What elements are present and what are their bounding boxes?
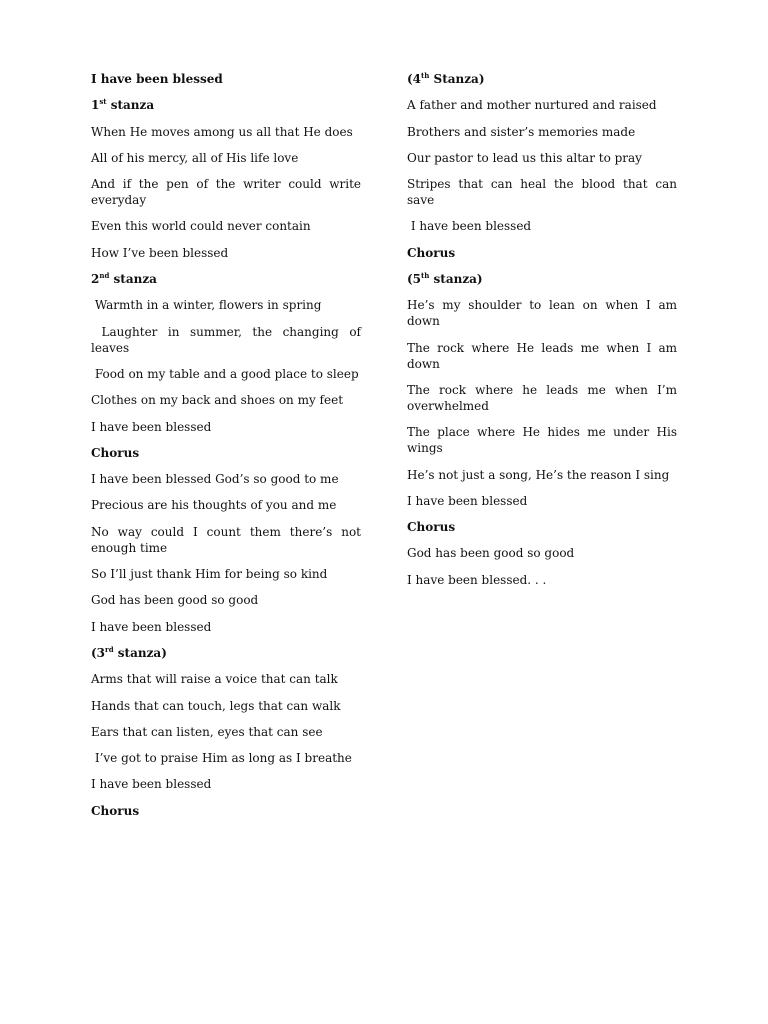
line-text: (3 — [91, 645, 106, 660]
lyric-line — [91, 218, 361, 234]
section-heading — [91, 97, 361, 113]
heading-suffix: stanza — [106, 98, 155, 113]
line-text: Ears that can listen, eyes that can see — [91, 724, 323, 739]
right-column — [407, 71, 681, 598]
lyric-line — [91, 619, 361, 635]
line-text: Arms that will raise a voice that can talk — [91, 672, 338, 687]
lyric-line — [91, 366, 361, 382]
line-text: Brothers and sister’s memories made — [407, 124, 636, 139]
section-heading — [91, 445, 361, 461]
lyric-line — [91, 671, 361, 687]
line-text: Hands that can touch, legs that can walk — [91, 698, 341, 713]
line-text: Warmth in a winter, flowers in spring — [91, 298, 322, 313]
line-text: He’s not just a song, He’s the reason I sing — [407, 467, 670, 482]
line-text: All of his mercy, all of His life love — [91, 150, 299, 165]
lyric-line — [91, 566, 361, 582]
lyric-line — [91, 176, 365, 208]
lyric-line — [407, 218, 677, 234]
line-text: When He moves among us all that He does — [91, 124, 353, 139]
line-text: Laughter in summer, the changing of leaves — [91, 324, 365, 355]
line-text: Chorus — [91, 445, 140, 460]
ordinal-suffix: rd — [105, 644, 114, 654]
lyric-line — [91, 245, 361, 261]
line-text: I’ve got to praise Him as long as I breathe — [91, 751, 352, 766]
lyric-line — [407, 467, 677, 483]
left-column — [91, 71, 365, 829]
heading-suffix: stanza — [109, 272, 157, 287]
heading-suffix: stanza) — [429, 272, 483, 287]
lyric-line — [407, 297, 681, 329]
line-text: Our pastor to lead us this altar to pray — [407, 150, 642, 165]
line-text: I have been blessed God’s so good to me — [91, 472, 339, 487]
line-text: A father and mother nurtured and raised — [407, 98, 657, 113]
line-text: I have been blessed — [407, 219, 532, 234]
line-text: He’s my shoulder to lean on when I am down — [407, 298, 681, 329]
ordinal-suffix: nd — [99, 271, 110, 281]
section-heading — [91, 71, 361, 87]
lyric-line — [91, 724, 361, 740]
line-text: Chorus — [407, 245, 456, 260]
line-text: And if the pen of the writer could write everyday — [91, 177, 365, 208]
lyric-line — [407, 124, 677, 140]
lyric-line — [91, 750, 361, 766]
line-text: The place where He hides me under His wings — [407, 425, 681, 456]
lyric-line — [407, 545, 677, 561]
lyric-line — [91, 592, 361, 608]
lyric-line — [91, 524, 365, 556]
lyric-line — [407, 150, 677, 166]
line-text: Chorus — [407, 520, 456, 535]
line-text: Chorus — [91, 803, 140, 818]
line-text: (4 — [407, 72, 422, 86]
section-heading — [407, 71, 677, 87]
line-text: Stripes that can heal the blood that can save — [407, 177, 681, 208]
lyric-line — [91, 419, 361, 435]
lyric-line — [407, 340, 681, 372]
heading-suffix: stanza) — [113, 645, 167, 660]
lyric-line — [407, 424, 681, 456]
line-text: I have been blessed — [91, 619, 212, 634]
line-text: (5 — [407, 272, 422, 287]
lyric-line — [407, 176, 681, 208]
line-text: I have been blessed — [407, 493, 528, 508]
lyric-line — [91, 124, 361, 140]
line-text: 2 — [91, 272, 100, 287]
line-text: The rock where He leads me when I am down — [407, 340, 681, 371]
ordinal-suffix: st — [99, 97, 107, 107]
line-text: Food on my table and a good place to sleep — [91, 366, 359, 381]
line-text: So I’ll just thank Him for being so kind — [91, 567, 328, 582]
line-text: Even this world could never contain — [91, 219, 311, 234]
section-heading — [407, 245, 677, 261]
line-text: The rock where he leads me when I’m overwhelmed — [407, 382, 681, 413]
lyric-line — [407, 493, 677, 509]
lyric-line — [407, 572, 677, 588]
lyric-line — [91, 776, 361, 792]
line-text: No way could I count them there’s not enough time — [91, 524, 365, 555]
lyric-line — [91, 150, 361, 166]
line-text: How I’ve been blessed — [91, 245, 229, 260]
line-text: I have been blessed. . . — [407, 572, 547, 587]
lyric-line — [91, 698, 361, 714]
lyric-line — [91, 497, 361, 513]
line-text: Precious are his thoughts of you and me — [91, 498, 337, 513]
line-text: God has been good so good — [407, 546, 575, 561]
line-text: Clothes on my back and shoes on my feet — [91, 393, 344, 408]
line-text: God has been good so good — [91, 593, 259, 608]
lyric-line — [91, 471, 361, 487]
ordinal-suffix: th — [421, 71, 430, 80]
line-text: I have been blessed — [91, 72, 223, 86]
section-heading — [91, 271, 361, 287]
section-heading — [407, 519, 677, 535]
section-heading — [407, 271, 677, 287]
lyric-line — [91, 392, 361, 408]
section-heading — [91, 645, 361, 661]
lyric-line — [91, 297, 361, 313]
line-text: 1 — [91, 98, 100, 113]
line-text: I have been blessed — [91, 777, 212, 792]
line-text: I have been blessed — [91, 419, 212, 434]
heading-suffix: Stanza) — [429, 72, 485, 86]
lyric-line — [407, 382, 681, 414]
lyric-line — [91, 324, 365, 356]
ordinal-suffix: th — [421, 271, 430, 281]
lyric-line — [407, 97, 677, 113]
section-heading — [91, 803, 361, 819]
